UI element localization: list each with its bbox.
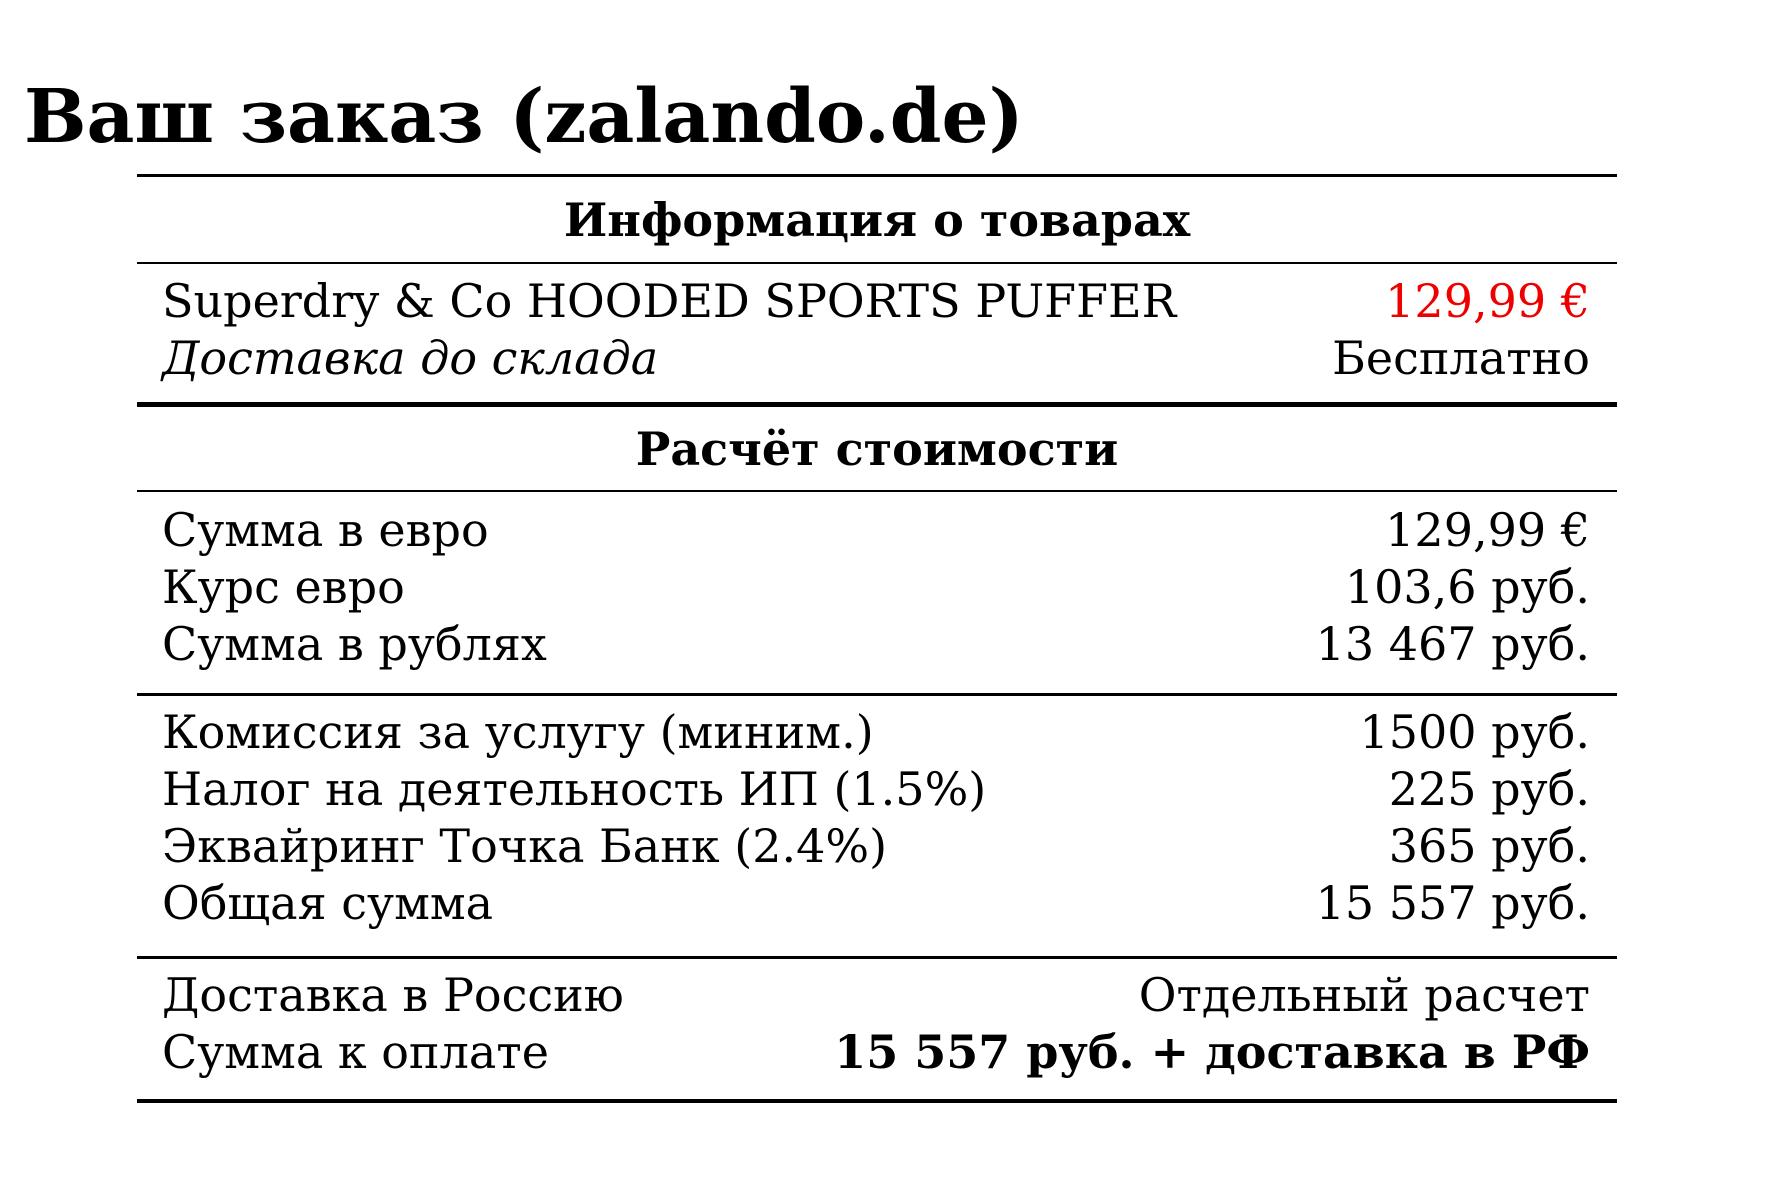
warehouse-delivery-label: Доставка до склада bbox=[162, 331, 659, 385]
products-rows bbox=[137, 262, 1617, 402]
russia-delivery-label: Доставка в Россию bbox=[162, 968, 624, 1022]
sum-eur-value: 129,99 € bbox=[1385, 503, 1590, 557]
russia-delivery-value: Отдельный расчет bbox=[1138, 968, 1590, 1022]
table-row-commission bbox=[137, 704, 1617, 761]
table-row-russia-delivery bbox=[137, 967, 1617, 1024]
eur-rate-label: Курс евро bbox=[162, 560, 405, 614]
warehouse-delivery-value: Бесплатно bbox=[1332, 331, 1590, 385]
product-price-eur: 129,99 € bbox=[1385, 274, 1590, 328]
table-row-acquiring bbox=[137, 818, 1617, 875]
product-name: Superdry & Co HOODED SPORTS PUFFER bbox=[162, 274, 1177, 328]
table-row-total-sum bbox=[137, 875, 1617, 932]
order-summary-table bbox=[137, 174, 1617, 1103]
eur-rate-value: 103,6 руб. bbox=[1344, 560, 1590, 614]
conversion-rows bbox=[137, 490, 1617, 693]
fees-rows bbox=[137, 693, 1617, 956]
cost-section-header bbox=[137, 402, 1617, 490]
sum-eur-label: Сумма в евро bbox=[162, 503, 489, 557]
sum-rub-label: Сумма в рублях bbox=[162, 617, 547, 671]
products-header-label: Информация о товарах bbox=[563, 192, 1191, 247]
tax-value: 225 руб. bbox=[1388, 762, 1590, 816]
table-row-tax bbox=[137, 761, 1617, 818]
table-row-product bbox=[137, 273, 1617, 330]
acquiring-value: 365 руб. bbox=[1388, 819, 1590, 873]
table-row-sum-eur bbox=[137, 502, 1617, 559]
amount-payable-value: 15 557 руб. + доставка в РФ bbox=[834, 1025, 1590, 1079]
total-sum-value: 15 557 руб. bbox=[1315, 876, 1590, 930]
products-section-header bbox=[137, 174, 1617, 262]
table-row-amount-payable bbox=[137, 1024, 1617, 1081]
commission-value: 1500 руб. bbox=[1359, 705, 1590, 759]
tax-label: Налог на деятельность ИП (1.5%) bbox=[162, 762, 987, 816]
cost-header-label: Расчёт стоимости bbox=[635, 421, 1119, 476]
amount-payable-label: Сумма к оплате bbox=[162, 1025, 549, 1079]
commission-label: Комиссия за услугу (миним.) bbox=[162, 705, 874, 759]
total-rows bbox=[137, 956, 1617, 1103]
table-row-warehouse-delivery bbox=[137, 330, 1617, 387]
sum-rub-value: 13 467 руб. bbox=[1315, 617, 1590, 671]
table-row-eur-rate bbox=[137, 559, 1617, 616]
total-sum-label: Общая сумма bbox=[162, 876, 494, 930]
table-row-sum-rub bbox=[137, 616, 1617, 673]
acquiring-label: Эквайринг Точка Банк (2.4%) bbox=[162, 819, 888, 873]
page-title: Ваш заказ (zalando.de) bbox=[24, 73, 1024, 160]
